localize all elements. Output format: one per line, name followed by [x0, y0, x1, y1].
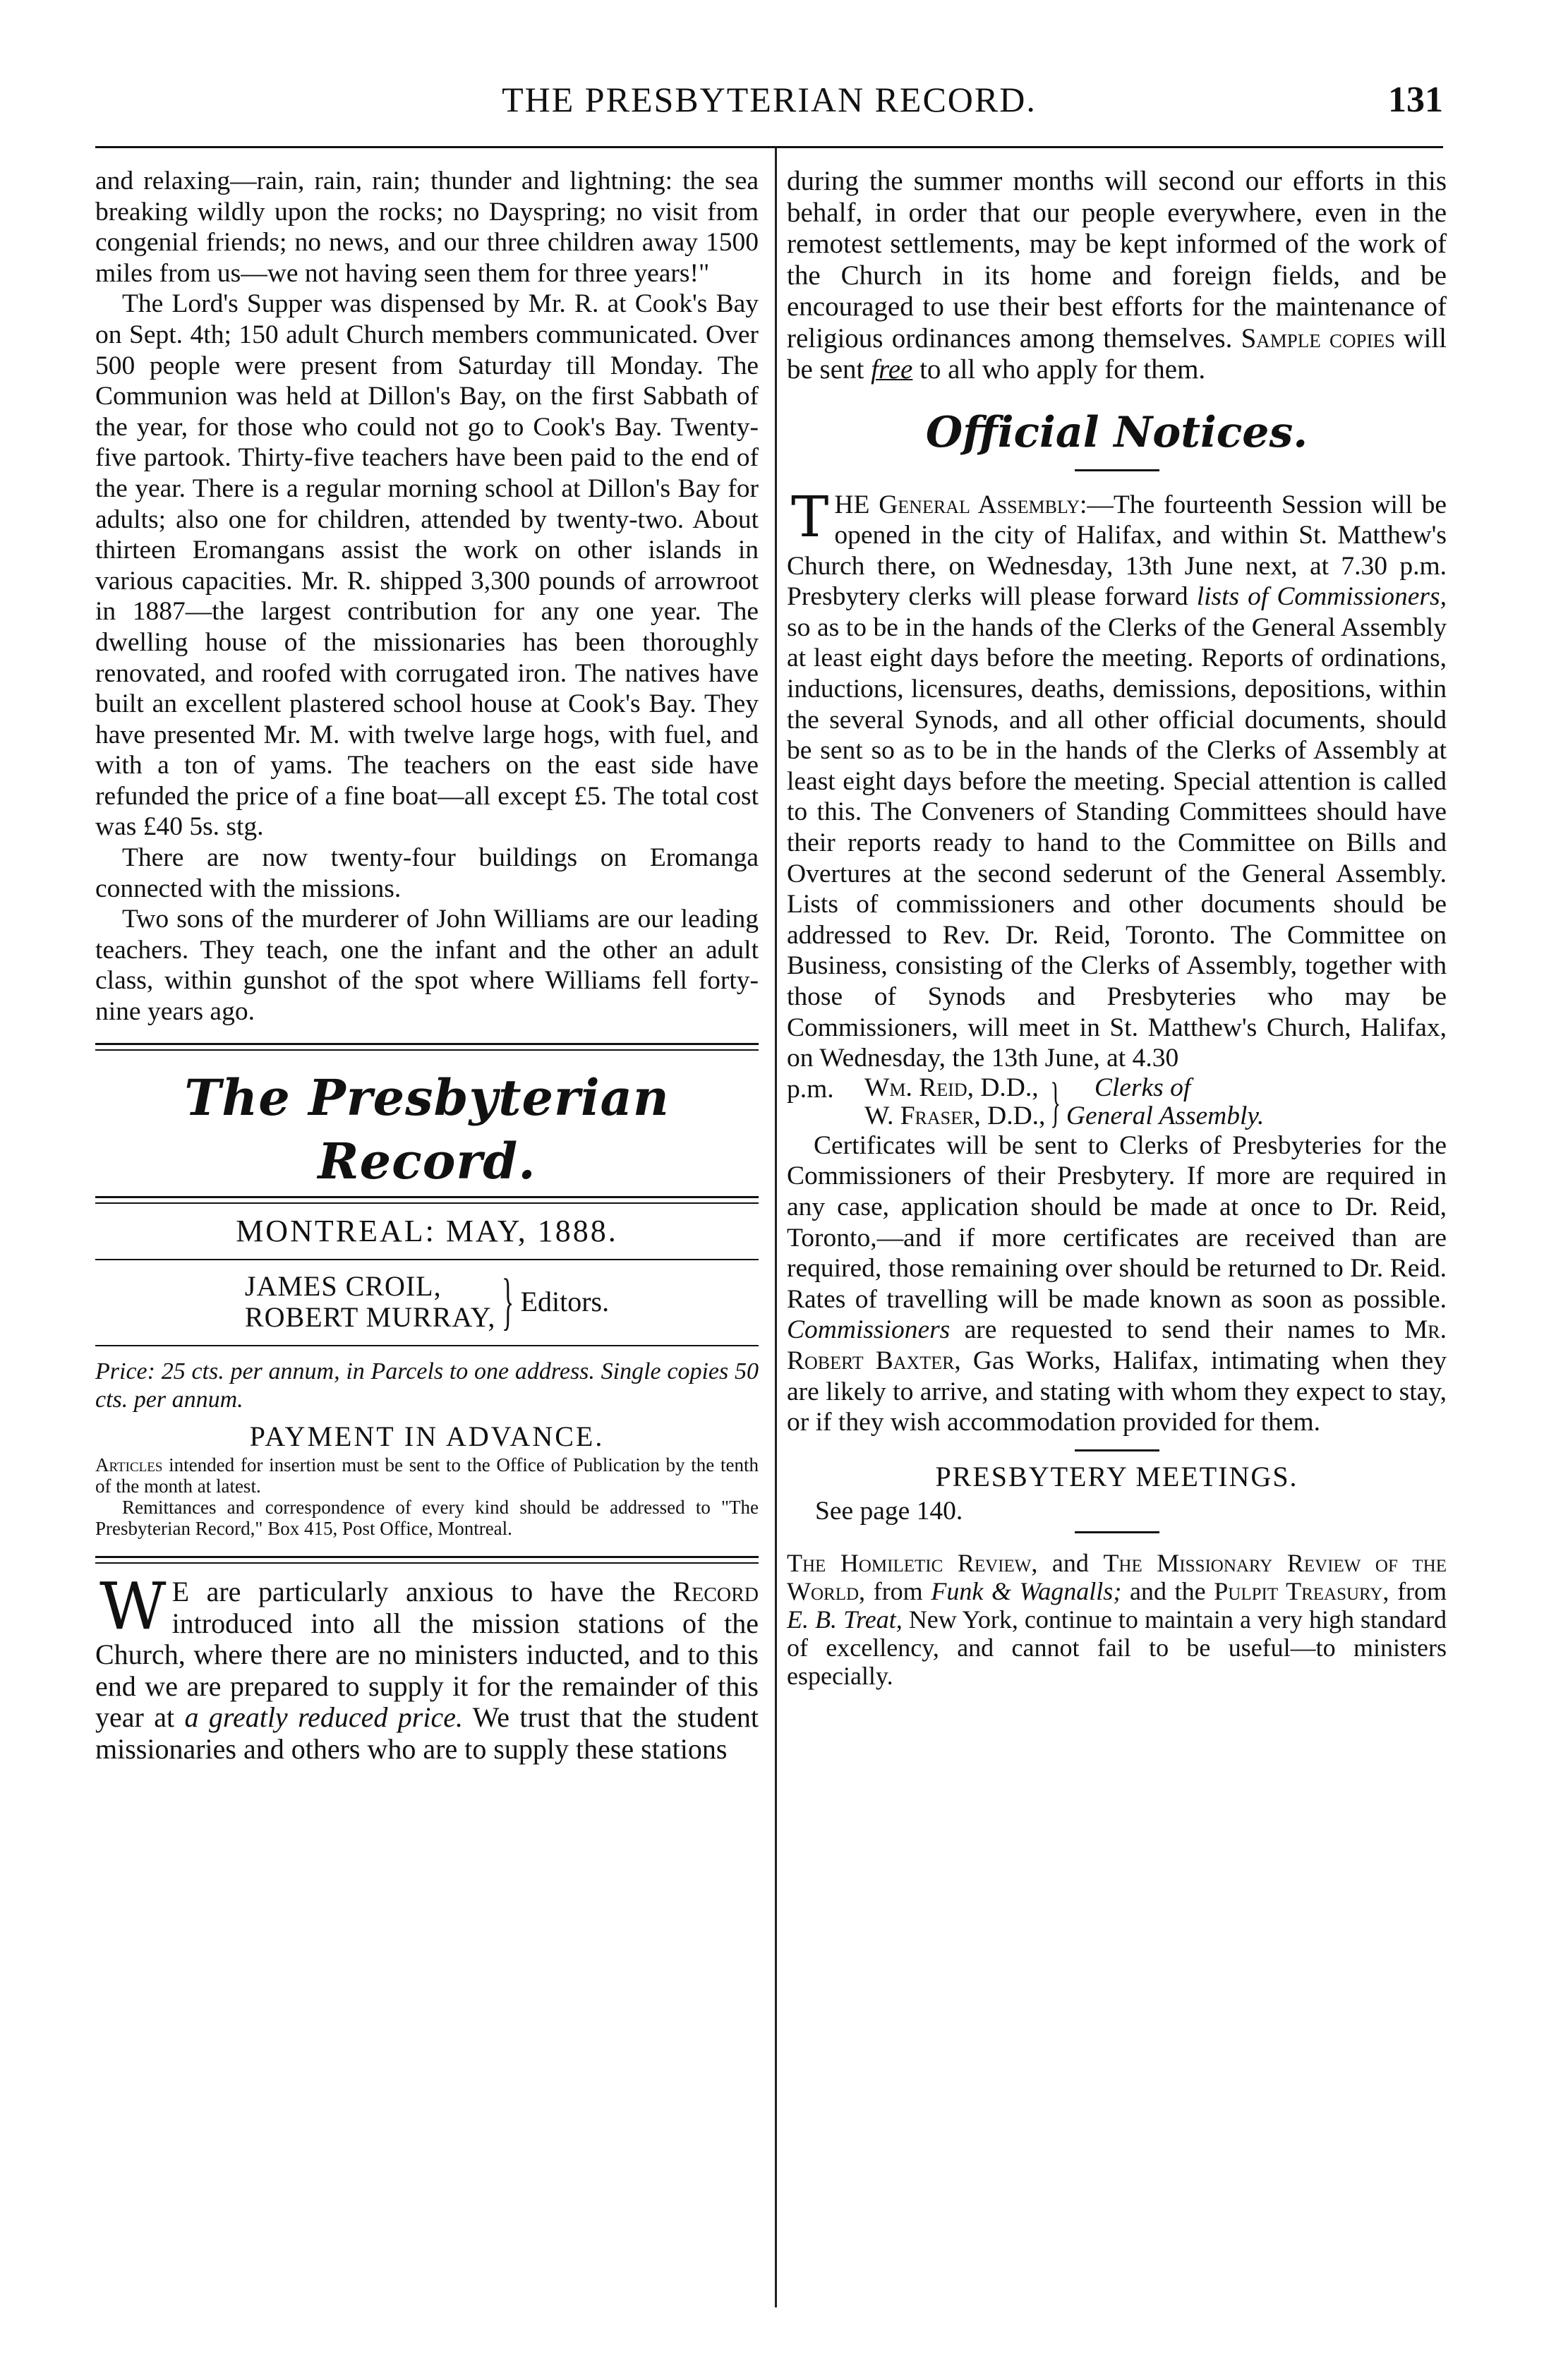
sample-copies-tail-b: to all who apply for them. — [919, 354, 1206, 385]
remittances-notice: Remittances and correspondence of every kind should be addressed to "The Presbyterian Record," Box 415, Post Office, Montreal. — [95, 1497, 759, 1540]
sample-copies-tail-a: will be sent — [787, 322, 1447, 385]
mission-report-communion: The Lord's Supper was dispensed by Mr. R. at Cook's Bay on Sept. 4th; 150 adult Church members communicated. Over 500 people were present from Saturday till Monday. The Communion was held at Dillon's Bay, on the first Sabbath of the year, for those who could not go to Cook's Bay. Twenty-five partook. Thirty-five teachers have been paid to the end of the year. There is a regular morning school at Dillon's Bay for adults; also one for children, attended by twenty-two. About thirteen Eromangans assist the work on other islands in various capacities. Mr. R. shipped 3,300 pounds of arrowroot in 1887—the largest contribution for any one year. The dwelling house of the missionaries has been thoroughly renovated, and roofed with corrugated iron. The natives have built an excellent plastered school house at Cook's Bay. They have presented Mr. M. with twelve large hogs, with fuel, and with a ton of yams. The teachers on the east side have refunded the price of a fine boat—all except £5. The total cost was £40 5s. stg. — [95, 289, 759, 842]
clerks-of: Clerks of — [1094, 1073, 1191, 1102]
reviews-rule — [1075, 1531, 1159, 1533]
dateline-rule — [95, 1259, 759, 1260]
ga-title: General Assembly: — [879, 490, 1087, 519]
notice-lead: E are particularly anxious to have the — [171, 1576, 656, 1608]
editor-croil: JAMES CROIL, — [244, 1269, 442, 1302]
articles-text: intended for insertion must be sent to the Office of Publication by the tenth of the month at latest. — [95, 1454, 759, 1497]
certificates-notice — [787, 1130, 1447, 1438]
notice-continued-text: during the summer months will second our efforts in this behalf, in order that our people everywhere, even in the remotest settlements, may be kept informed of the work of the Church in its home and foreign fields, and be encouraged to use their best efforts for the maintenance of religious ordinances among themselves. — [787, 166, 1447, 354]
articles-notice — [95, 1454, 759, 1497]
editors-block — [95, 1266, 759, 1336]
notice-price: a greatly reduced price. — [184, 1701, 463, 1734]
running-title: THE PRESBYTERIAN RECORD. — [502, 80, 1037, 119]
reviews-notice — [787, 1549, 1447, 1690]
hr-and-the: and the — [1129, 1576, 1206, 1605]
mission-report-buildings: There are now twenty-four buildings on Eromanga connected with the missions. — [95, 843, 759, 903]
editor-murray: ROBERT MURRAY, — [244, 1300, 496, 1333]
notice-tail: We trust that the student missionaries and others who are to supply these stations — [95, 1701, 759, 1765]
editors-label: Editors. — [520, 1285, 610, 1317]
homiletic-review: The Homiletic Review, — [787, 1548, 1038, 1577]
presbytery-rule — [1075, 1449, 1159, 1451]
signatory-fraser: W. Fraser, D.D., — [864, 1101, 1046, 1130]
cert-text-3: Gas Works, Halifax, intimating when they are likely to arrive, and stating with whom they expect to stay, or if they wish accommodation provided for them. — [787, 1346, 1447, 1437]
notice-body: introduced into all the mission stations of the Church, where there are no ministers inducted, and to this end we are prepared to supply it for the remainder of this year at — [95, 1607, 759, 1734]
missionary-review: The Missionary Review of the World, — [787, 1548, 1447, 1605]
mission-report-continued: and relaxing—rain, rain, rain; thunder and lightning: the sea breaking wildly upon the rocks; no Dayspring; no visit from congenial friends; no news, and our three children away 1500 miles from us—we not having seen them for three years!" — [95, 167, 759, 288]
header-rule — [95, 146, 1443, 148]
articles-lead: Articles — [95, 1454, 163, 1476]
sample-copies: Sample copies — [1241, 322, 1396, 354]
notice-rule — [95, 1556, 759, 1564]
funk-wagnalls: Funk & Wagnalls; — [931, 1576, 1122, 1605]
page-number: 131 — [1388, 80, 1443, 120]
see-page-reference: See page 140. — [815, 1497, 963, 1526]
ga-lists: lists of Commissioners, — [1196, 582, 1447, 612]
payment-in-advance: PAYMENT IN ADVANCE. — [249, 1420, 605, 1452]
hr-tail: New York, continue to maintain a very high standard of excellency, and cannot fail to be useful—to ministers especially. — [787, 1605, 1447, 1690]
cert-text-1: Certificates will be sent to Clerks of Presbyteries for the Commissioners of their Presbytery. If more are required in any case, application should be made at once to Dr. Reid, Toronto,—and if more certificates are received than are required, those remaining over should be returned to Dr. Reid. Rates of travelling will be made known as soon as possible. — [787, 1130, 1447, 1314]
ga-text-1: —The fourteenth Session will be opened in the city of Halifax, and within St. Matthew's Church there, on Wednesday, 13th June next, at 7.30 p.m. Presbytery clerks will please forward — [787, 490, 1447, 612]
editors-rule — [95, 1345, 759, 1346]
right-column — [787, 166, 1447, 1690]
masthead-rule-bottom — [95, 1196, 759, 1204]
e-b-treat: E. B. Treat, — [787, 1605, 903, 1634]
ga-text-2: so as to be in the hands of the Clerks of the General Assembly at least eight days before the meeting. Reports of ordinations, inductions, licensures, deaths, demissions, depositions, within the several Synods, and all other official documents, should be sent so as to be in the hands of the Clerks of Assembly at least eight days before the meeting. Special attention is called to this. The Conveners of Standing Committees should have their reports ready to hand to the Committee on Bills and Overtures at the second sederunt of the General Assembly. Lists of commissioners and other documents should be addressed to Rev. Dr. Reid, Toronto. The Committee on Business, consisting of the Clerks of Assembly, together with those of Synods and Presbyteries who may be Commissioners, will meet in St. Matthew's Church, Halifax, on Wednesday, the 13th June, at 4.30 — [787, 612, 1447, 1073]
dropcap-w: W — [99, 1569, 167, 1645]
notice-continued — [787, 166, 1447, 386]
pulpit-treasury: Pulpit Treasury, — [1214, 1576, 1389, 1605]
cert-name: Mr. Robert Baxter, — [787, 1315, 1447, 1375]
official-notices-heading: Official Notices. — [925, 407, 1308, 457]
official-notices-rule — [1075, 469, 1159, 471]
general-assembly: General Assembly. — [1066, 1101, 1265, 1130]
brace-glyph: } — [502, 1266, 514, 1336]
clerks-signature — [787, 1070, 1447, 1133]
signatory-reid: Wm. Reid, D.D., — [864, 1073, 1039, 1102]
subscription-price: Price: 25 cts. per annum, in Parcels to one address. Single copies 50 cts. per annum. — [95, 1358, 759, 1413]
general-assembly-notice — [787, 483, 1447, 1074]
presbytery-meetings-heading: PRESBYTERY MEETINGS. — [935, 1460, 1298, 1492]
page-header — [95, 79, 1443, 135]
signature-brace: } — [1050, 1070, 1061, 1133]
dropcap-t: T — [791, 483, 829, 550]
clerks-title — [1066, 1074, 1265, 1130]
ga-pm: p.m. — [787, 1074, 834, 1104]
column-divider — [775, 148, 777, 2307]
cert-text-2: are requested to send their names to — [964, 1315, 1390, 1345]
reduced-price-notice — [95, 1569, 759, 1765]
dateline: MONTREAL: MAY, 1888. — [236, 1213, 618, 1248]
hr-from: from — [873, 1576, 923, 1605]
left-column — [95, 166, 759, 1765]
masthead-rule-top — [95, 1043, 759, 1051]
cert-commissioners: Commissioners — [787, 1315, 951, 1345]
masthead-title: The Presbyterian Record. — [184, 1068, 670, 1190]
signatories — [864, 1070, 1265, 1133]
signatory-names — [864, 1074, 1045, 1130]
hr-from-2: from — [1397, 1576, 1447, 1605]
notice-record: Record — [673, 1576, 759, 1608]
mission-report-teachers: Two sons of the murderer of John Williams are our leading teachers. They teach, one the infant and the other an adult class, within gunshot of the spot where Williams fell forty-nine years ago. — [95, 905, 759, 1027]
free-word: free — [871, 354, 913, 385]
ga-lead: HE — [834, 490, 870, 519]
editor-names — [245, 1271, 495, 1333]
hr-and: and — [1051, 1548, 1089, 1577]
